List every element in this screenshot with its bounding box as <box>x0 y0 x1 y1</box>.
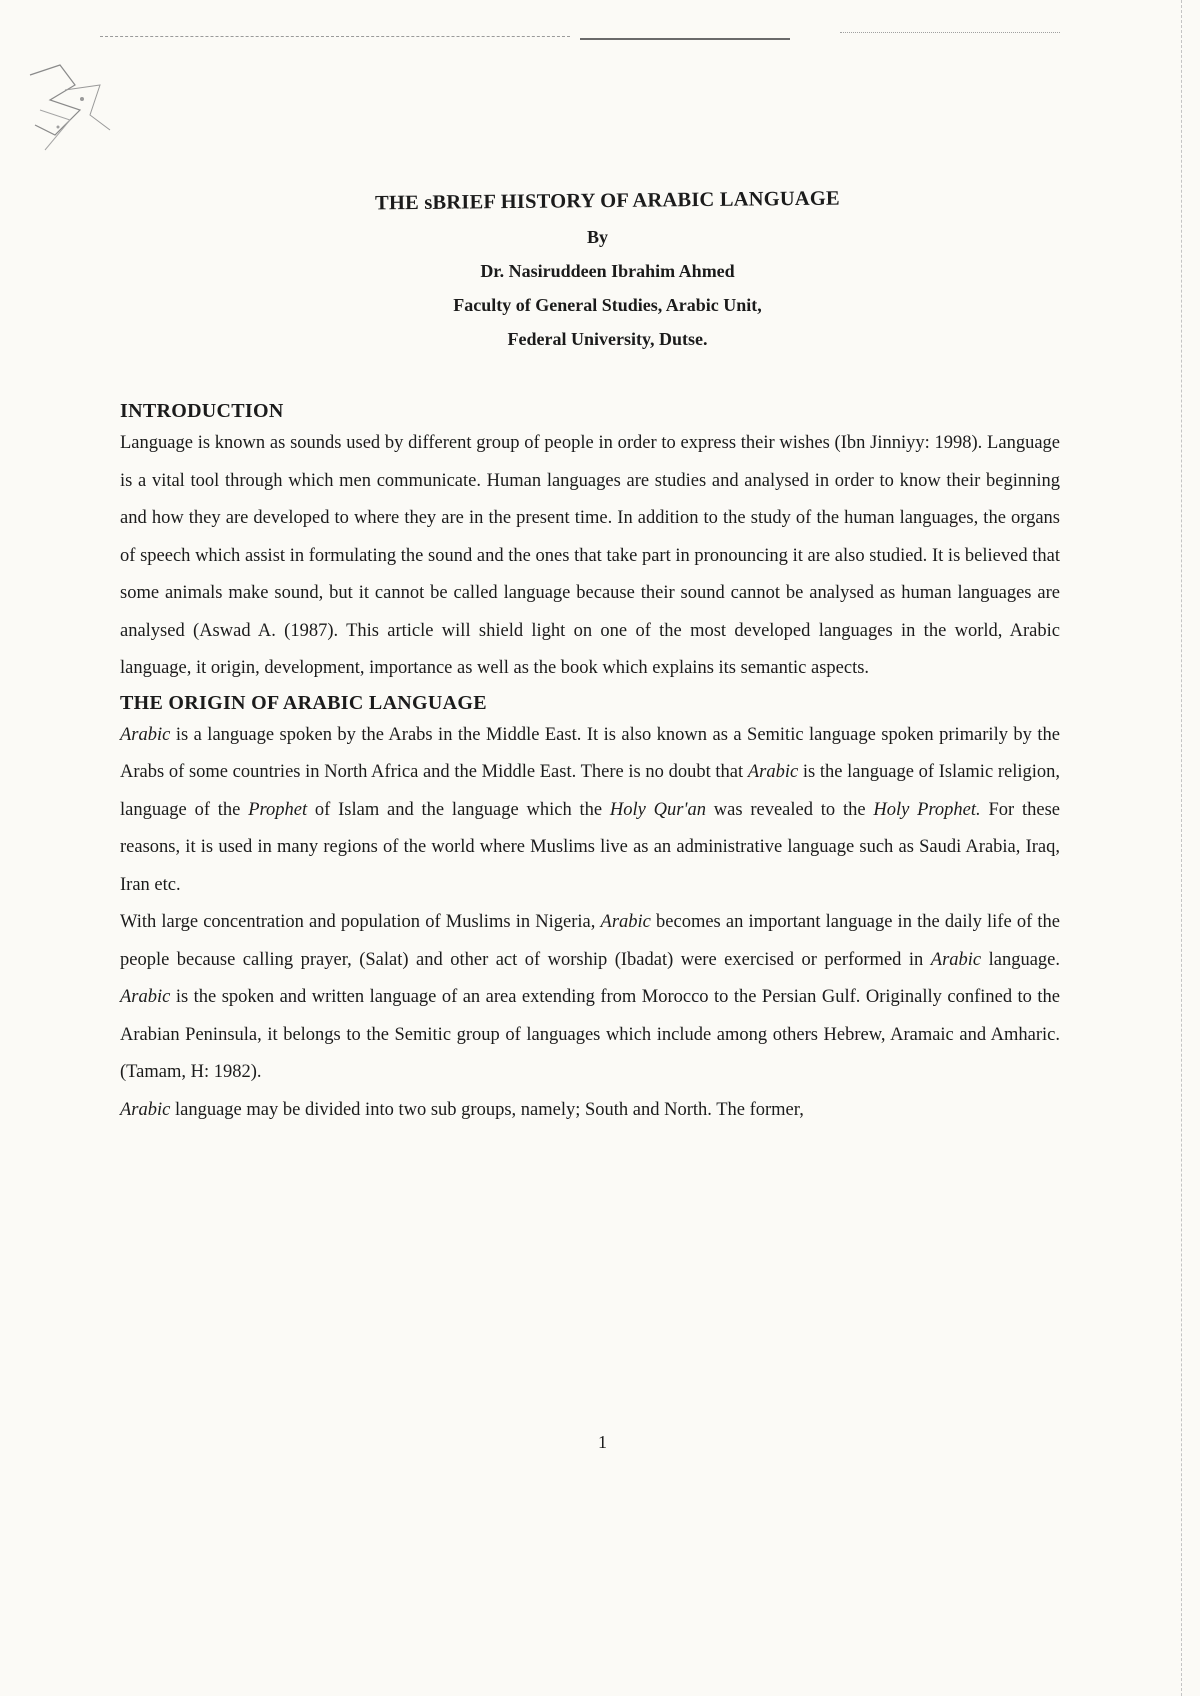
term-arabic: Arabic <box>600 912 651 932</box>
text-run: is the spoken and written language of an area extending from Morocco to the Persian Gulf. Originally confined to the Arabian Peninsula, it belongs to the Semitic group of languages which include among others Hebrew, Aramaic and Amharic. (Tamam, H: 1982). <box>120 987 1060 1082</box>
text-run: of Islam and the language which the <box>307 799 610 820</box>
author-faculty: Faculty of General Studies, Arabic Unit, <box>453 295 762 315</box>
author-name: Dr. Nasiruddeen Ibrahim Ahmed <box>480 261 735 281</box>
origin-paragraph-2 <box>120 904 1060 1092</box>
text-run: is the language of Islamic religion, language of the <box>120 762 1060 820</box>
term-holy-quran: Holy Qur'an <box>609 799 706 820</box>
scan-artifact-rule <box>840 32 1060 33</box>
origin-heading: THE ORIGIN OF ARABIC LANGUAGE <box>120 691 487 714</box>
text-run: With large concentration and population of Muslims in Nigeria, <box>120 912 601 932</box>
term-arabic: Arabic <box>120 987 171 1007</box>
text-run: For these reasons, it is used in many regions of the world where Muslims live as an administrative language such as Saudi Arabia, Iraq, Iran etc. <box>120 799 1060 895</box>
term-arabic: Arabic <box>120 724 171 745</box>
document-title: THE sBRIEF HISTORY OF ARABIC LANGUAGE <box>374 187 840 215</box>
term-holy-prophet: Holy Prophet. <box>873 799 981 820</box>
text-run: language. <box>981 949 1061 970</box>
introduction-paragraph: Language is known as sounds used by different group of people in order to express their wishes (Ibn Jinniyy: 1998). Language is a vital tool through which men communicate. Human languages are studies and analysed in order to know their beginning and how they are developed to where they are in the present time. In addition to the study of the human languages, the organs of speech which assist in formulating the sound and the ones that take part in pronouncing it are also studied. It is believed that some animals make sound, but it cannot be called language because their sound cannot be analysed as human languages are analysed (Aswad A. (1987). This article will shield light on one of the most developed languages in the world, Arabic language, it origin, development, importance as well as the book which explains its semantic aspects. <box>120 433 1060 678</box>
introduction-heading: INTRODUCTION <box>120 400 284 422</box>
document-content <box>120 187 1061 1129</box>
term-arabic: Arabic <box>930 949 982 970</box>
text-run: becomes an important language in the daily life of the people because calling prayer, (Salat) and other act of worship (Ibadat) were exercised or performed in <box>120 912 1060 970</box>
author-university: Federal University, Dutse. <box>507 329 708 349</box>
text-run: was revealed to the <box>705 799 874 820</box>
origin-paragraph-3 <box>120 1092 1060 1130</box>
page-number: 1 <box>598 1432 607 1452</box>
scan-edge-line <box>1181 0 1182 1696</box>
term-arabic: Arabic <box>747 762 799 782</box>
term-arabic: Arabic <box>120 1099 171 1120</box>
origin-paragraph-1 <box>120 717 1060 905</box>
term-prophet: Prophet <box>248 799 308 820</box>
byline-label: By <box>586 227 608 247</box>
scan-artifact-rule <box>580 38 790 40</box>
text-run: is a language spoken by the Arabs in the Middle East. It is also known as a Semitic language spoken primarily by the Arabs of some countries in North Africa and the Middle East. There is no doubt that <box>120 724 1060 782</box>
document-header <box>155 187 1060 350</box>
text-run: language may be divided into two sub groups, namely; South and North. The former, <box>170 1099 804 1120</box>
scan-smudge-mark <box>20 55 130 165</box>
scan-artifact-rule <box>100 36 570 37</box>
